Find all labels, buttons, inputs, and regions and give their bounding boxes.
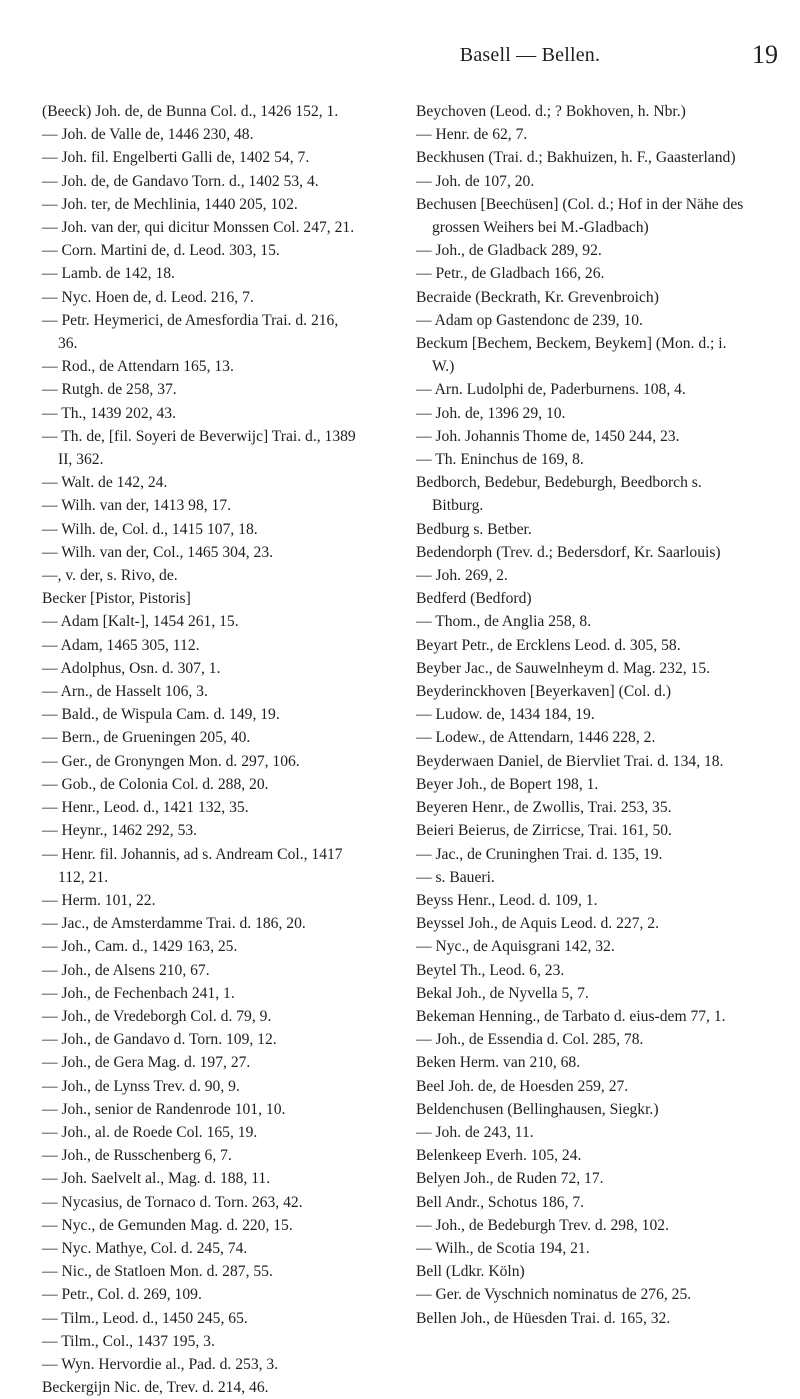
- index-entry: — Joh., senior de Randenrode 101, 10.: [42, 1100, 286, 1118]
- index-entry: — Joh. de 107, 20.: [416, 172, 535, 190]
- index-entry: — Herm. 101, 22.: [42, 891, 156, 909]
- index-entry: — s. Baueri.: [416, 868, 495, 886]
- index-entry: Bell (Ldkr. Köln): [416, 1263, 525, 1281]
- index-entry: Beyber Jac., de Sauwelnheym d. Mag. 232, 15.: [416, 659, 711, 677]
- index-entry: — Corn. Martini de, d. Leod. 303, 15.: [42, 242, 280, 260]
- index-entry: — Joh. de, de Gandavo Torn. d., 1402 53, 4.: [42, 172, 319, 190]
- index-entry: Bekal Joh., de Nyvella 5, 7.: [416, 984, 589, 1002]
- index-entry: Belenkeep Everh. 105, 24.: [416, 1147, 582, 1165]
- index-entry: Beyss Henr., Leod. d. 109, 1.: [416, 891, 598, 909]
- index-entry: Bedferd (Bedford): [416, 590, 532, 608]
- index-entry: — Petr., de Gladbach 166, 26.: [416, 265, 605, 283]
- index-entry: —, v. der, s. Rivo, de.: [42, 567, 178, 585]
- index-entry: — Joh. Saelvelt al., Mag. d. 188, 11.: [42, 1170, 271, 1188]
- index-entry: — Lamb. de 142, 18.: [42, 265, 175, 283]
- index-entry: — Joh., al. de Roede Col. 165, 19.: [42, 1123, 258, 1141]
- index-entry: — Joh. Johannis Thome de, 1450 244, 23.: [416, 427, 680, 445]
- index-entry: Beldenchusen (Bellinghausen, Siegkr.): [416, 1100, 659, 1118]
- index-entry: Beckum [Bechem, Beckem, Beykem] (Mon. d.; i. W.): [416, 335, 727, 376]
- index-entry: — Wilh. de, Col. d., 1415 107, 18.: [42, 520, 258, 538]
- index-entry: Bekeman Henning., de Tarbato d. eius-dem 77, 1.: [416, 1007, 726, 1025]
- index-entry: — Walt. de 142, 24.: [42, 474, 168, 492]
- index-entry: Beckhusen (Trai. d.; Bakhuizen, h. F., Gaasterland): [416, 149, 736, 167]
- index-entry: — Nyc., de Aquisgrani 142, 32.: [416, 938, 615, 956]
- page-header: [0, 0, 800, 69]
- index-entry: Beyderinckhoven [Beyerkaven] (Col. d.): [416, 683, 672, 701]
- index-entry: — Tilm., Col., 1437 195, 3.: [42, 1332, 215, 1350]
- running-head: Basell — Bellen.: [459, 44, 601, 66]
- index-entry: Beyderwaen Daniel, de Biervliet Trai. d. 134, 18.: [416, 752, 724, 770]
- page-number: 19: [752, 40, 778, 69]
- index-entry: — Th. Eninchus de 169, 8.: [416, 451, 584, 469]
- index-entry: — Nyc. Hoen de, d. Leod. 216, 7.: [42, 288, 254, 306]
- index-entry: — Henr., Leod. d., 1421 132, 35.: [42, 799, 249, 817]
- index-entry: — Adam [Kalt-], 1454 261, 15.: [42, 613, 239, 631]
- index-entry: — Joh., de Gera Mag. d. 197, 27.: [42, 1054, 251, 1072]
- index-entry: — Nic., de Statloen Mon. d. 287, 55.: [42, 1263, 273, 1281]
- index-entry: — Ger. de Vyschnich nominatus de 276, 25.: [416, 1286, 692, 1304]
- index-entry: — Joh. van der, qui dicitur Monssen Col. 247, 21.: [42, 219, 355, 237]
- index-entry: — Henr. fil. Johannis, ad s. Andream Col., 1417 112, 21.: [42, 845, 343, 886]
- index-entry: — Petr., Col. d. 269, 109.: [42, 1286, 202, 1304]
- index-entry: Beel Joh. de, de Hoesden 259, 27.: [416, 1077, 629, 1095]
- index-entry: — Joh., de Russchenberg 6, 7.: [42, 1147, 232, 1165]
- index-entry: Beyeren Henr., de Zwollis, Trai. 253, 35.: [416, 799, 672, 817]
- index-entry: Beytel Th., Leod. 6, 23.: [416, 961, 565, 979]
- index-entry: Bedborch, Bedebur, Bedeburgh, Beedborch s. Bitburg.: [416, 474, 702, 515]
- right-column: [416, 100, 746, 1330]
- index-entry: — Joh., de Essendia d. Col. 285, 78.: [416, 1031, 644, 1049]
- index-entry: — Jac., de Amsterdamme Trai. d. 186, 20.: [42, 915, 306, 933]
- index-entry: — Thom., de Anglia 258, 8.: [416, 613, 592, 631]
- index-entry: — Adam op Gastendonc de 239, 10.: [416, 311, 643, 329]
- index-entry: — Rod., de Attendarn 165, 13.: [42, 358, 234, 376]
- index-entry: Beyart Petr., de Ercklens Leod. d. 305, 58.: [416, 636, 681, 654]
- index-entry: — Joh., Cam. d., 1429 163, 25.: [42, 938, 238, 956]
- index-entry: — Wyn. Hervordie al., Pad. d. 253, 3.: [42, 1355, 279, 1373]
- index-entry: Beyssel Joh., de Aquis Leod. d. 227, 2.: [416, 915, 659, 933]
- index-entry: — Bald., de Wispula Cam. d. 149, 19.: [42, 706, 280, 724]
- index-entry: Becraide (Beckrath, Kr. Grevenbroich): [416, 288, 659, 306]
- index-entry: Belyen Joh., de Ruden 72, 17.: [416, 1170, 604, 1188]
- index-entry: — Joh., de Bedeburgh Trev. d. 298, 102.: [416, 1216, 669, 1234]
- index-entry: — Gob., de Colonia Col. d. 288, 20.: [42, 775, 269, 793]
- index-entry: — Joh., de Fechenbach 241, 1.: [42, 984, 235, 1002]
- index-entry: — Arn., de Hasselt 106, 3.: [42, 683, 208, 701]
- index-entry: — Wilh., de Scotia 194, 21.: [416, 1239, 590, 1257]
- index-entry: Bellen Joh., de Hüesden Trai. d. 165, 32.: [416, 1309, 671, 1327]
- index-entry: Becker [Pistor, Pistoris]: [42, 590, 191, 608]
- index-entry: Bedburg s. Betber.: [416, 520, 532, 538]
- index-entry: — Petr. Heymerici, de Amesfordia Trai. d. 216, 36.: [42, 311, 339, 353]
- index-entry: — Arn. Ludolphi de, Paderburnens. 108, 4.: [416, 381, 686, 399]
- index-entry: — Nycasius, de Tornaco d. Torn. 263, 42.: [42, 1193, 303, 1211]
- index-entry: — Rutgh. de 258, 37.: [42, 381, 177, 399]
- index-entry: — Th., 1439 202, 43.: [42, 404, 176, 422]
- index-entry: — Heynr., 1462 292, 53.: [42, 822, 198, 840]
- index-entry: — Jac., de Cruninghen Trai. d. 135, 19.: [416, 845, 663, 863]
- index-entry: Beckergijn Nic. de, Trev. d. 214, 46.: [42, 1379, 269, 1397]
- index-entry: — Henr. de 62, 7.: [416, 126, 528, 144]
- index-entry: — Joh. de Valle de, 1446 230, 48.: [42, 126, 254, 144]
- index-entry: — Joh. fil. Engelberti Galli de, 1402 54, 7.: [42, 149, 310, 167]
- index-entry: Bell Andr., Schotus 186, 7.: [416, 1193, 585, 1211]
- index-entry: — Joh. de 243, 11.: [416, 1123, 534, 1141]
- index-entry: Bedendorph (Trev. d.; Bedersdorf, Kr. Saarlouis): [416, 543, 721, 561]
- index-entry: — Joh., de Gandavo d. Torn. 109, 12.: [42, 1031, 277, 1049]
- index-entry: Beieri Beierus, de Zirricse, Trai. 161, 50.: [416, 822, 672, 840]
- index-entry: — Wilh. van der, 1413 98, 17.: [42, 497, 232, 515]
- index-entry: — Nyc., de Gemunden Mag. d. 220, 15.: [42, 1216, 293, 1234]
- index-entry: Beyer Joh., de Bopert 198, 1.: [416, 775, 599, 793]
- index-entry: — Lodew., de Attendarn, 1446 228, 2.: [416, 729, 656, 747]
- index-entry: — Joh. de, 1396 29, 10.: [416, 404, 566, 422]
- index-entry: — Adam, 1465 305, 112.: [42, 636, 200, 654]
- index-entry: Beken Herm. van 210, 68.: [416, 1054, 581, 1072]
- index-entry: — Wilh. van der, Col., 1465 304, 23.: [42, 543, 274, 561]
- index-entry: (Beeck) Joh. de, de Bunna Col. d., 1426 152, 1.: [42, 103, 339, 120]
- index-entry: — Joh. ter, de Mechlinia, 1440 205, 102.: [42, 195, 298, 213]
- index-entry: — Ger., de Gronyngen Mon. d. 297, 106.: [42, 752, 300, 770]
- index-entry: — Ludow. de, 1434 184, 19.: [416, 706, 595, 724]
- index-entry: Beychoven (Leod. d.; ? Bokhoven, h. Nbr.): [416, 103, 686, 120]
- index-entry: — Nyc. Mathye, Col. d. 245, 74.: [42, 1239, 248, 1257]
- index-entry: — Th. de, [fil. Soyeri de Beverwijc] Trai. d., 1389 II, 362.: [42, 427, 356, 469]
- index-entry: — Tilm., Leod. d., 1450 245, 65.: [42, 1309, 248, 1327]
- index-entry: — Adolphus, Osn. d. 307, 1.: [42, 659, 221, 677]
- index-entry: — Joh., de Vredeborgh Col. d. 79, 9.: [42, 1007, 272, 1025]
- index-entry: — Bern., de Grueningen 205, 40.: [42, 729, 251, 747]
- index-entry: — Joh., de Gladback 289, 92.: [416, 242, 602, 260]
- index-entry: — Joh., de Alsens 210, 67.: [42, 961, 210, 979]
- left-column: [42, 100, 360, 1399]
- index-entry: — Joh., de Lynss Trev. d. 90, 9.: [42, 1077, 240, 1095]
- index-entry: — Joh. 269, 2.: [416, 567, 508, 585]
- index-entry: Bechusen [Beechüsen] (Col. d.; Hof in der Nähe des grossen Weihers bei M.-Gladbach): [416, 195, 744, 237]
